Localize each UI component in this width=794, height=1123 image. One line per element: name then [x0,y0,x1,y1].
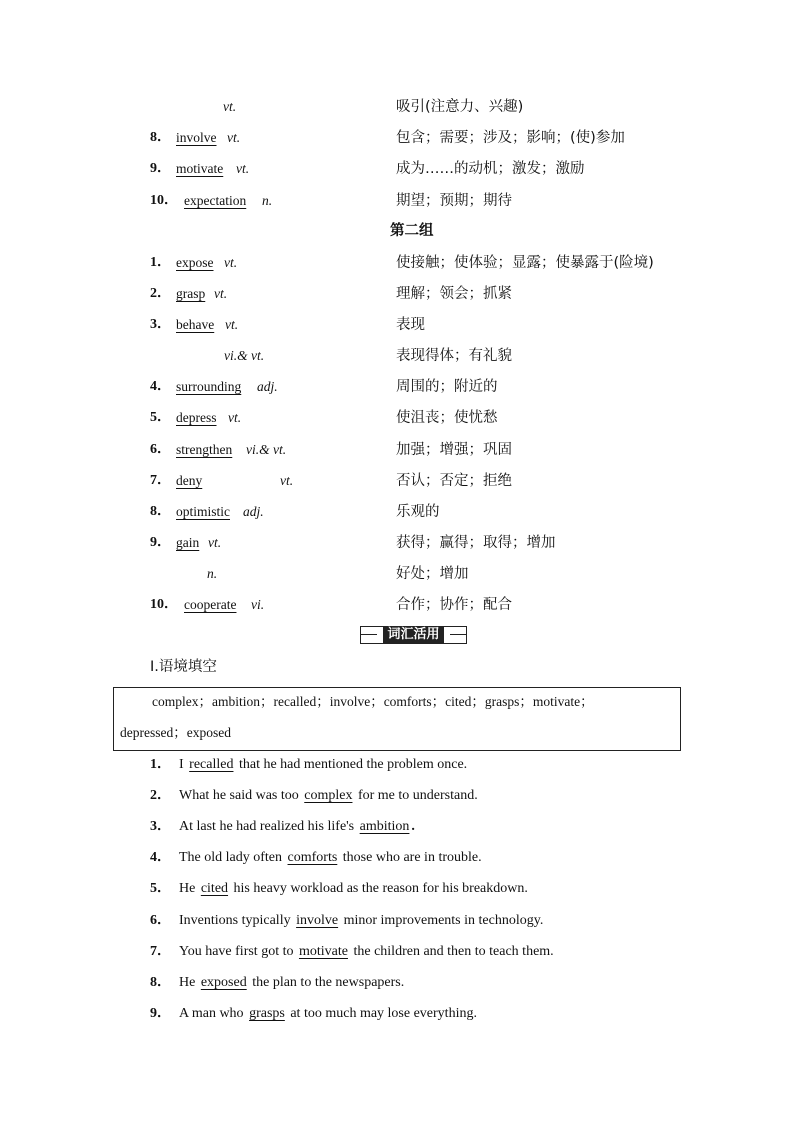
vocab-number: 8． [150,504,171,519]
exercise-item [150,878,528,900]
vocab-row [0,190,794,212]
exercise-text-before: A man who [179,1006,244,1021]
vocab-row [0,283,794,305]
vocab-row [0,470,794,492]
exercise-item [150,972,404,994]
vocab-word: expectation [184,193,247,208]
exercise-answer: comforts [287,850,338,865]
vocab-meaning: 表现得体；有礼貌 [396,348,512,364]
vocab-row [0,594,794,616]
word-bank-line: depressed；exposed [120,725,231,740]
vocab-pos: vi.& vt. [246,442,287,457]
vocab-pos: adj. [257,379,278,394]
word-bank-box [113,687,681,751]
exercise-answer: involve [296,913,339,928]
vocab-word: strengthen [176,442,233,457]
vocab-meaning: 获得；赢得；取得；增加 [396,535,556,551]
section-banner [360,626,467,644]
vocab-meaning: 否认；否定；拒绝 [396,473,512,489]
vocab-pos: vi.& vt. [224,348,265,363]
vocab-meaning: 好处；增加 [396,566,469,582]
vocab-word: depress [176,410,217,425]
vocab-number: 6． [150,442,171,457]
vocab-row [0,407,794,429]
exercise-number: 1． [150,757,171,772]
exercise-text-after: . [411,819,415,834]
vocab-pos: vt. [214,286,228,301]
vocab-meaning: 加强；增强；巩固 [396,442,512,458]
vocab-row [0,127,794,149]
vocab-number: 7． [150,473,171,488]
exercise-answer: exposed [200,975,247,990]
exercise-item [150,1003,477,1025]
exercise-subheading: Ⅰ.语境填空 [150,659,217,675]
vocab-row [0,563,794,585]
exercise-answer: motivate [298,944,348,959]
exercise-item [150,816,415,838]
vocab-row [0,532,794,554]
vocab-number: 10． [150,193,178,208]
word-bank-line: complex；ambition；recalled；involve；comforts；cited；grasps；motivate； [152,694,594,709]
vocab-pos: vt. [280,473,294,488]
exercise-text-before: He [179,881,196,896]
exercise-text-after: the children and then to teach them. [353,944,554,959]
vocab-word: gain [176,535,200,550]
vocab-row [0,501,794,523]
vocab-pos: vt. [225,317,239,332]
vocab-pos: n. [262,193,273,208]
vocab-meaning: 周围的；附近的 [396,379,498,395]
vocab-meaning: 使接触；使体验；显露；使暴露于(险境) [396,255,654,271]
vocab-pos: vt. [236,161,250,176]
vocab-word: grasp [176,286,206,301]
exercise-text-before: What he said was too [179,788,299,803]
vocab-pos: vt. [208,535,222,550]
vocab-row [0,314,794,336]
exercise-answer: complex [304,788,353,803]
vocab-row [0,158,794,180]
vocab-row [0,376,794,398]
exercise-text-after: minor improvements in technology. [343,913,544,928]
vocab-pos: vi. [251,597,265,612]
vocab-pos: vt. [228,410,242,425]
vocab-number: 9． [150,535,171,550]
vocab-number: 8． [150,130,171,145]
vocab-row [0,439,794,461]
exercise-answer: recalled [189,757,234,772]
vocab-meaning: 表现 [396,317,425,333]
exercise-text-before: You have first got to [179,944,294,959]
exercise-text-before: Inventions typically [179,913,291,928]
vocab-number: 5． [150,410,171,425]
vocab-word: behave [176,317,215,332]
vocab-row [0,96,794,118]
vocab-meaning: 成为……的动机；激发；激励 [396,161,585,177]
vocab-pos: n. [207,566,218,581]
vocab-meaning: 吸引(注意力、兴趣) [396,99,524,115]
exercise-item [150,847,482,869]
vocab-meaning: 包含；需要；涉及；影响；(使)参加 [396,130,625,146]
exercise-text-after: for me to understand. [357,788,478,803]
vocab-number: 10． [150,597,178,612]
vocab-word: motivate [176,161,224,176]
vocab-word: cooperate [184,597,237,612]
vocab-pos: adj. [243,504,264,519]
vocab-meaning: 乐观的 [396,504,440,520]
exercise-number: 3． [150,819,171,834]
vocab-meaning: 理解；领会；抓紧 [396,286,512,302]
vocab-word: deny [176,473,203,488]
exercise-text-after: those who are in trouble. [342,850,482,865]
section-title: 词汇活用 [383,627,443,643]
exercise-number: 4． [150,850,171,865]
vocab-meaning: 合作；协作；配合 [396,597,512,613]
exercise-item [150,754,467,776]
vocab-number: 3． [150,317,171,332]
exercise-number: 8． [150,975,171,990]
exercise-text-after: at too much may lose everything. [290,1006,477,1021]
exercise-text-after: that he had mentioned the problem once. [238,757,468,772]
exercise-number: 7． [150,944,171,959]
exercise-text-after: his heavy workload as the reason for his breakdown. [233,881,528,896]
exercise-text-before: He [179,975,196,990]
vocab-row [0,345,794,367]
exercise-text-before: The old lady often [179,850,283,865]
vocab-word: surrounding [176,379,242,394]
vocab-number: 9． [150,161,171,176]
exercise-item [150,785,478,807]
exercise-text-before: At last he had realized his life's [179,819,355,834]
vocab-word: involve [176,130,217,145]
exercise-item [150,910,543,932]
exercise-answer: cited [200,881,229,896]
exercise-answer: ambition [359,819,410,834]
vocab-number: 1． [150,255,171,270]
exercise-number: 5． [150,881,171,896]
exercise-number: 6． [150,913,171,928]
group-heading: 第二组 [390,223,434,239]
vocab-row [0,252,794,274]
vocab-number: 4． [150,379,171,394]
exercise-number: 9． [150,1006,171,1021]
exercise-item [150,941,554,963]
vocab-pos: vt. [224,255,238,270]
exercise-text-before: I [179,757,184,772]
exercise-number: 2． [150,788,171,803]
exercise-answer: grasps [249,1006,285,1021]
vocab-pos: vt. [223,99,237,114]
vocab-pos: vt. [227,130,241,145]
vocab-word: optimistic [176,504,230,519]
vocab-meaning: 期望；预期；期待 [396,193,512,209]
exercise-text-after: the plan to the newspapers. [252,975,405,990]
vocab-number: 2． [150,286,171,301]
vocab-meaning: 使沮丧；使忧愁 [396,410,498,426]
vocab-word: expose [176,255,214,270]
